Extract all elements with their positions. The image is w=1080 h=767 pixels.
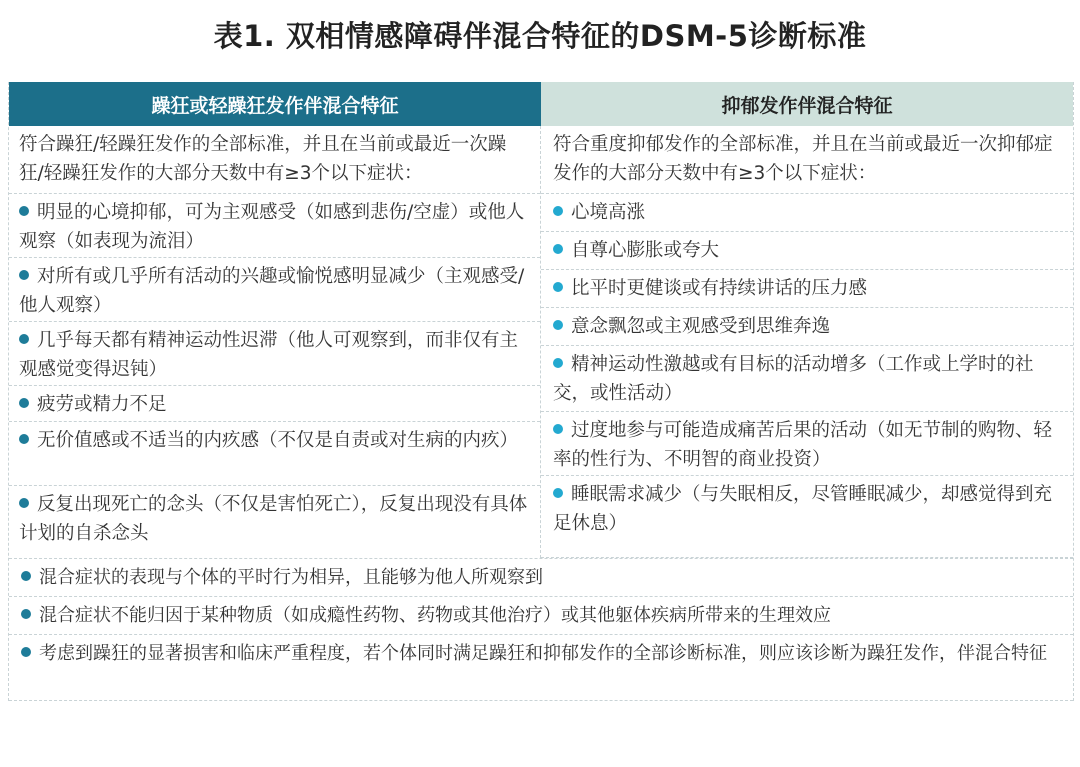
bullet-icon: [553, 358, 563, 368]
list-item: 精神运动性激越或有目标的活动增多（工作或上学时的社交，或性活动）: [541, 346, 1073, 412]
table-title: 表1. 双相情感障碍伴混合特征的DSM-5诊断标准: [213, 19, 867, 53]
list-item: 意念飘忽或主观感受到思维奔逸: [541, 308, 1073, 346]
list-item: 心境高涨: [541, 194, 1073, 232]
dsm5-criteria-table: [8, 82, 1074, 701]
list-item: 明显的心境抑郁，可为主观感受（如感到悲伤/空虚）或他人观察（如表现为流泪）: [9, 194, 540, 258]
bullet-icon: [21, 647, 31, 657]
list-item: 混合症状的表现与个体的平时行为相异，且能够为他人所观察到: [9, 559, 1073, 597]
bullet-icon: [21, 609, 31, 619]
list-item: 对所有或几乎所有活动的兴趣或愉悦感明显减少（主观感受/他人观察）: [9, 258, 540, 322]
intro-text: 符合躁狂/轻躁狂发作的全部标准，并且在当前或最近一次躁狂/轻躁狂发作的大部分天数中有≥3个以下症状：: [19, 134, 507, 184]
table-header-row: [9, 82, 1073, 126]
bullet-icon: [19, 270, 29, 280]
list-item: 几乎每天都有精神运动性迟滞（他人可观察到，而非仅有主观感觉变得迟钝）: [9, 322, 540, 386]
bullet-icon: [19, 498, 29, 508]
header-manic-mixed: 躁狂或轻躁狂发作伴混合特征: [9, 82, 541, 126]
bullet-icon: [19, 206, 29, 216]
intro-text: 符合重度抑郁发作的全部标准，并且在当前或最近一次抑郁症发作的大部分天数中有≥3个以下症状：: [553, 134, 1053, 184]
bullet-icon: [553, 206, 563, 216]
bullet-icon: [553, 282, 563, 292]
intro-cell: [9, 126, 540, 194]
list-item: 比平时更健谈或有持续讲话的压力感: [541, 270, 1073, 308]
bullet-icon: [553, 320, 563, 330]
bullet-icon: [553, 488, 563, 498]
bullet-icon: [553, 244, 563, 254]
list-item: 反复出现死亡的念头（不仅是害怕死亡），反复出现没有具体计划的自杀念头: [19, 494, 528, 544]
list-item: 睡眠需求减少（与失眠相反，尽管睡眠减少，却感觉得到充足休息）: [541, 476, 1073, 558]
list-item: 疲劳或精力不足: [9, 386, 540, 422]
two-column-body: [9, 126, 1073, 558]
intro-cell: [541, 126, 1073, 194]
column-manic: [9, 126, 541, 558]
bullet-icon: [19, 334, 29, 344]
header-depressive-mixed: 抑郁发作伴混合特征: [541, 82, 1073, 126]
bullet-icon: [553, 424, 563, 434]
column-depressive: [541, 126, 1073, 558]
list-item: 无价值感或不适当的内疚感（不仅是自责或对生病的内疚）: [9, 422, 540, 486]
bullet-icon: [19, 434, 29, 444]
list-item: 自尊心膨胀或夸大: [541, 232, 1073, 270]
bullet-icon: [19, 398, 29, 408]
bullet-icon: [21, 571, 31, 581]
list-item: 过度地参与可能造成痛苦后果的活动（如无节制的购物、轻率的性行为、不明智的商业投资）: [541, 412, 1073, 476]
list-item: 考虑到躁狂的显著损害和临床严重程度，若个体同时满足躁狂和抑郁发作的全部诊断标准，则应该诊断为躁狂发作，伴混合特征: [9, 635, 1073, 701]
list-item: 混合症状不能归因于某种物质（如成瘾性药物、药物或其他治疗）或其他躯体疾病所带来的生理效应: [9, 597, 1073, 635]
shared-criteria: [9, 558, 1073, 701]
